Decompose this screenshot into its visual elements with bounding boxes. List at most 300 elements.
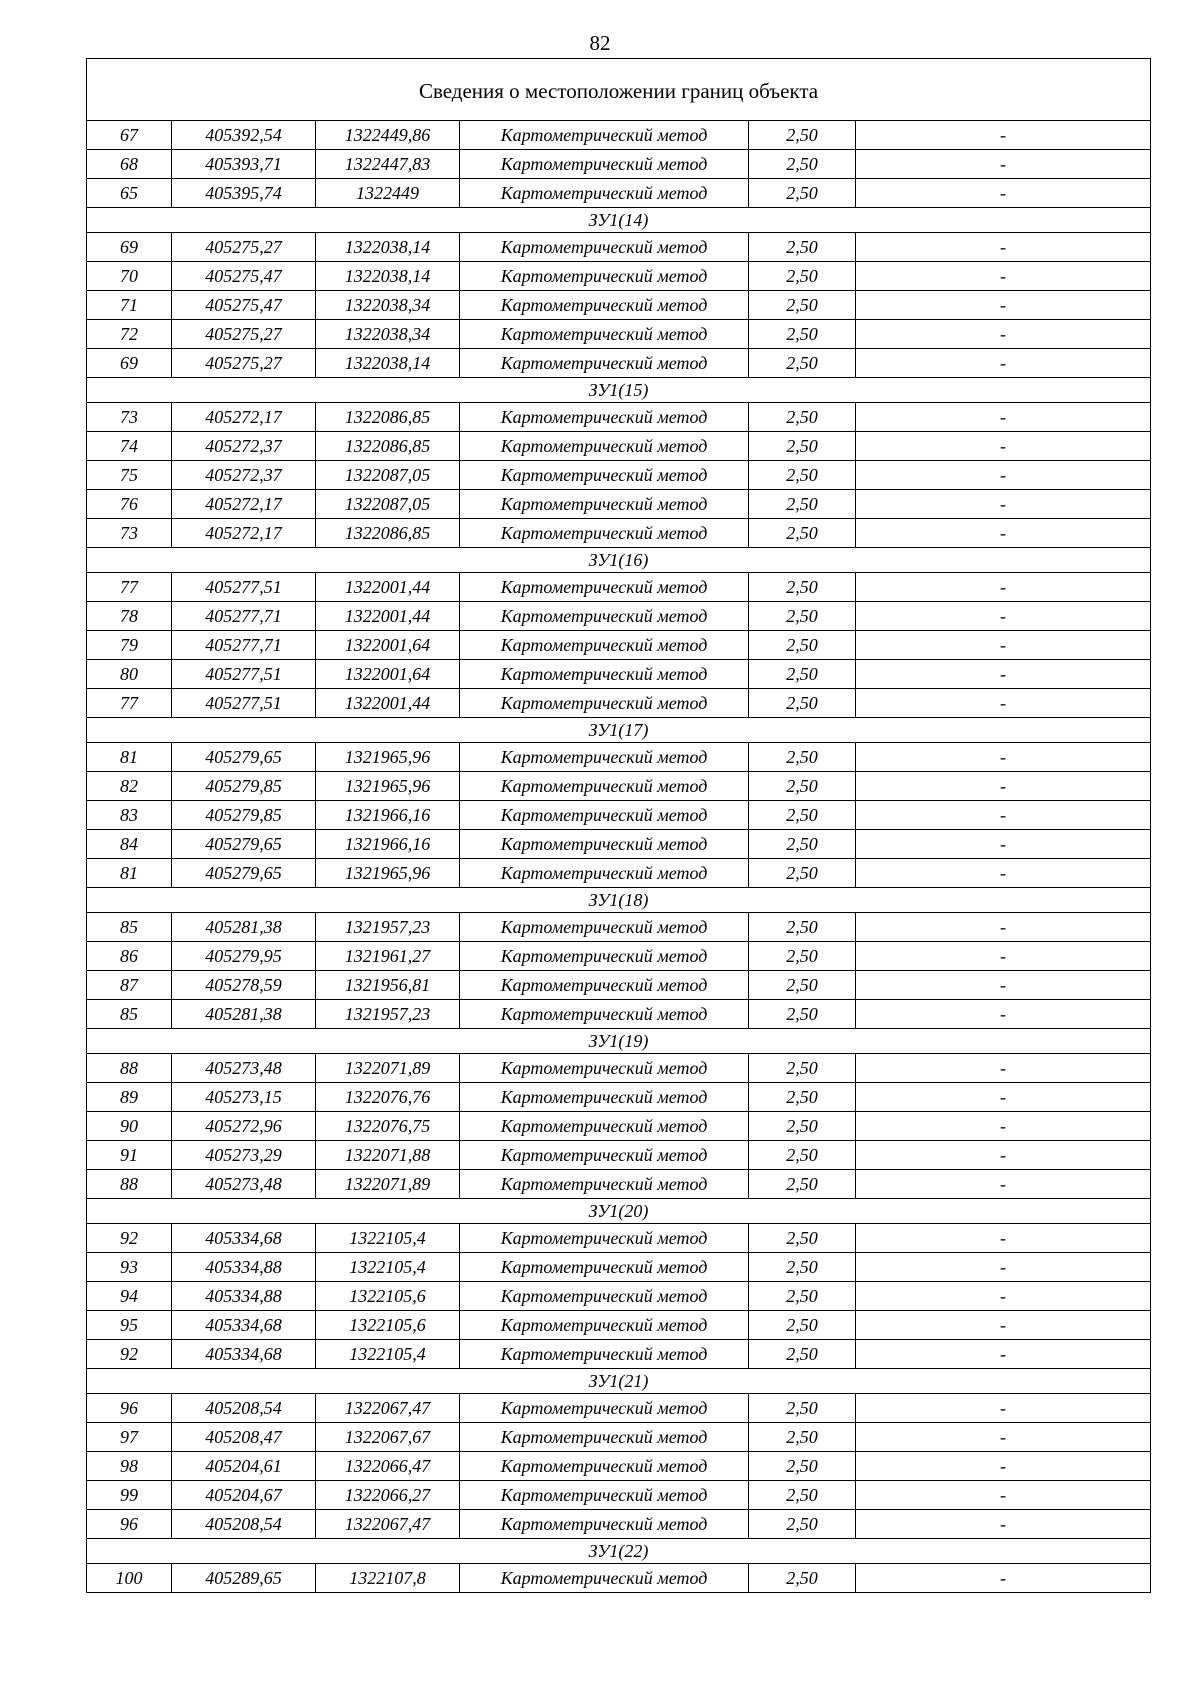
accuracy-cell: 2,50	[749, 490, 856, 519]
point-number-cell: 75	[87, 461, 172, 490]
table-row	[87, 859, 1151, 888]
description-cell: -	[856, 432, 1151, 461]
y-coordinate-cell: 1322076,76	[316, 1083, 460, 1112]
table-row	[87, 1224, 1151, 1253]
accuracy-cell: 2,50	[749, 830, 856, 859]
x-coordinate-cell: 405278,59	[172, 971, 316, 1000]
description-cell: -	[856, 1141, 1151, 1170]
x-coordinate-cell: 405334,68	[172, 1311, 316, 1340]
table-row	[87, 1282, 1151, 1311]
x-coordinate-cell: 405275,47	[172, 262, 316, 291]
x-coordinate-cell: 405275,27	[172, 233, 316, 262]
point-number-cell: 82	[87, 772, 172, 801]
table-row	[87, 490, 1151, 519]
point-number-cell: 81	[87, 859, 172, 888]
method-cell: Картометрический метод	[460, 150, 749, 179]
description-cell: -	[856, 1000, 1151, 1029]
method-cell: Картометрический метод	[460, 859, 749, 888]
point-number-cell: 92	[87, 1340, 172, 1369]
table-row	[87, 179, 1151, 208]
x-coordinate-cell: 405277,51	[172, 689, 316, 718]
description-cell: -	[856, 743, 1151, 772]
accuracy-cell: 2,50	[749, 121, 856, 150]
y-coordinate-cell: 1322105,4	[316, 1340, 460, 1369]
x-coordinate-cell: 405272,37	[172, 432, 316, 461]
x-coordinate-cell: 405393,71	[172, 150, 316, 179]
x-coordinate-cell: 405279,65	[172, 859, 316, 888]
table-row	[87, 689, 1151, 718]
method-cell: Картометрический метод	[460, 291, 749, 320]
table-row	[87, 801, 1151, 830]
x-coordinate-cell: 405281,38	[172, 1000, 316, 1029]
description-cell: -	[856, 461, 1151, 490]
accuracy-cell: 2,50	[749, 150, 856, 179]
accuracy-cell: 2,50	[749, 1340, 856, 1369]
point-number-cell: 97	[87, 1423, 172, 1452]
method-cell: Картометрический метод	[460, 913, 749, 942]
y-coordinate-cell: 1321957,23	[316, 1000, 460, 1029]
method-cell: Картометрический метод	[460, 1394, 749, 1423]
method-cell: Картометрический метод	[460, 490, 749, 519]
y-coordinate-cell: 1322105,6	[316, 1311, 460, 1340]
y-coordinate-cell: 1321956,81	[316, 971, 460, 1000]
accuracy-cell: 2,50	[749, 179, 856, 208]
point-number-cell: 79	[87, 631, 172, 660]
y-coordinate-cell: 1322038,14	[316, 233, 460, 262]
table-row	[87, 262, 1151, 291]
point-number-cell: 71	[87, 291, 172, 320]
x-coordinate-cell: 405279,65	[172, 830, 316, 859]
method-cell: Картометрический метод	[460, 971, 749, 1000]
accuracy-cell: 2,50	[749, 1394, 856, 1423]
x-coordinate-cell: 405204,67	[172, 1481, 316, 1510]
y-coordinate-cell: 1322105,6	[316, 1282, 460, 1311]
accuracy-cell: 2,50	[749, 1452, 856, 1481]
accuracy-cell: 2,50	[749, 660, 856, 689]
group-row	[87, 1199, 1151, 1224]
description-cell: -	[856, 1282, 1151, 1311]
description-cell: -	[856, 490, 1151, 519]
method-cell: Картометрический метод	[460, 320, 749, 349]
table-row	[87, 1340, 1151, 1369]
accuracy-cell: 2,50	[749, 859, 856, 888]
accuracy-cell: 2,50	[749, 573, 856, 602]
description-cell: -	[856, 660, 1151, 689]
point-number-cell: 87	[87, 971, 172, 1000]
accuracy-cell: 2,50	[749, 320, 856, 349]
description-cell: -	[856, 150, 1151, 179]
description-cell: -	[856, 689, 1151, 718]
point-number-cell: 100	[87, 1564, 172, 1593]
group-label: ЗУ1(16)	[87, 548, 1151, 573]
description-cell: -	[856, 1112, 1151, 1141]
method-cell: Картометрический метод	[460, 1311, 749, 1340]
y-coordinate-cell: 1321966,16	[316, 801, 460, 830]
table-row	[87, 942, 1151, 971]
x-coordinate-cell: 405334,68	[172, 1340, 316, 1369]
x-coordinate-cell: 405334,68	[172, 1224, 316, 1253]
description-cell: -	[856, 913, 1151, 942]
x-coordinate-cell: 405281,38	[172, 913, 316, 942]
y-coordinate-cell: 1322038,34	[316, 320, 460, 349]
table-header-row	[87, 59, 1151, 121]
table-row	[87, 772, 1151, 801]
description-cell: -	[856, 121, 1151, 150]
y-coordinate-cell: 1322087,05	[316, 461, 460, 490]
y-coordinate-cell: 1322076,75	[316, 1112, 460, 1141]
table-row	[87, 913, 1151, 942]
method-cell: Картометрический метод	[460, 519, 749, 548]
table-row	[87, 403, 1151, 432]
y-coordinate-cell: 1321965,96	[316, 859, 460, 888]
table-row	[87, 743, 1151, 772]
description-cell: -	[856, 830, 1151, 859]
method-cell: Картометрический метод	[460, 1481, 749, 1510]
description-cell: -	[856, 262, 1151, 291]
y-coordinate-cell: 1322071,88	[316, 1141, 460, 1170]
table-row	[87, 602, 1151, 631]
table-row	[87, 971, 1151, 1000]
table-body	[87, 59, 1151, 1593]
accuracy-cell: 2,50	[749, 801, 856, 830]
group-row	[87, 1369, 1151, 1394]
y-coordinate-cell: 1322449	[316, 179, 460, 208]
point-number-cell: 91	[87, 1141, 172, 1170]
x-coordinate-cell: 405272,96	[172, 1112, 316, 1141]
accuracy-cell: 2,50	[749, 1282, 856, 1311]
accuracy-cell: 2,50	[749, 233, 856, 262]
x-coordinate-cell: 405208,47	[172, 1423, 316, 1452]
table-row	[87, 1170, 1151, 1199]
y-coordinate-cell: 1322066,27	[316, 1481, 460, 1510]
accuracy-cell: 2,50	[749, 1481, 856, 1510]
description-cell: -	[856, 1253, 1151, 1282]
y-coordinate-cell: 1322001,64	[316, 631, 460, 660]
y-coordinate-cell: 1322038,14	[316, 349, 460, 378]
accuracy-cell: 2,50	[749, 772, 856, 801]
method-cell: Картометрический метод	[460, 772, 749, 801]
point-number-cell: 69	[87, 349, 172, 378]
x-coordinate-cell: 405273,29	[172, 1141, 316, 1170]
table-row	[87, 573, 1151, 602]
method-cell: Картометрический метод	[460, 1083, 749, 1112]
method-cell: Картометрический метод	[460, 830, 749, 859]
method-cell: Картометрический метод	[460, 573, 749, 602]
group-row	[87, 548, 1151, 573]
method-cell: Картометрический метод	[460, 1423, 749, 1452]
table-row	[87, 830, 1151, 859]
y-coordinate-cell: 1322086,85	[316, 432, 460, 461]
method-cell: Картометрический метод	[460, 432, 749, 461]
point-number-cell: 96	[87, 1510, 172, 1539]
description-cell: -	[856, 320, 1151, 349]
table-row	[87, 1141, 1151, 1170]
method-cell: Картометрический метод	[460, 1564, 749, 1593]
accuracy-cell: 2,50	[749, 349, 856, 378]
method-cell: Картометрический метод	[460, 1253, 749, 1282]
x-coordinate-cell: 405277,51	[172, 573, 316, 602]
boundary-coordinates-table	[86, 58, 1151, 1593]
accuracy-cell: 2,50	[749, 1170, 856, 1199]
description-cell: -	[856, 1510, 1151, 1539]
table-row	[87, 1564, 1151, 1593]
point-number-cell: 73	[87, 403, 172, 432]
accuracy-cell: 2,50	[749, 519, 856, 548]
group-label: ЗУ1(19)	[87, 1029, 1151, 1054]
table-row	[87, 1311, 1151, 1340]
table-row	[87, 660, 1151, 689]
method-cell: Картометрический метод	[460, 1170, 749, 1199]
accuracy-cell: 2,50	[749, 1224, 856, 1253]
accuracy-cell: 2,50	[749, 971, 856, 1000]
method-cell: Картометрический метод	[460, 743, 749, 772]
x-coordinate-cell: 405272,17	[172, 490, 316, 519]
group-label: ЗУ1(15)	[87, 378, 1151, 403]
method-cell: Картометрический метод	[460, 942, 749, 971]
point-number-cell: 84	[87, 830, 172, 859]
table-row	[87, 121, 1151, 150]
y-coordinate-cell: 1322067,67	[316, 1423, 460, 1452]
y-coordinate-cell: 1321966,16	[316, 830, 460, 859]
x-coordinate-cell: 405334,88	[172, 1282, 316, 1311]
accuracy-cell: 2,50	[749, 689, 856, 718]
table-row	[87, 1054, 1151, 1083]
x-coordinate-cell: 405277,51	[172, 660, 316, 689]
y-coordinate-cell: 1322038,34	[316, 291, 460, 320]
x-coordinate-cell: 405275,27	[172, 320, 316, 349]
accuracy-cell: 2,50	[749, 942, 856, 971]
x-coordinate-cell: 405395,74	[172, 179, 316, 208]
description-cell: -	[856, 1394, 1151, 1423]
description-cell: -	[856, 971, 1151, 1000]
y-coordinate-cell: 1321965,96	[316, 772, 460, 801]
description-cell: -	[856, 1423, 1151, 1452]
accuracy-cell: 2,50	[749, 1253, 856, 1282]
accuracy-cell: 2,50	[749, 1510, 856, 1539]
description-cell: -	[856, 403, 1151, 432]
description-cell: -	[856, 179, 1151, 208]
point-number-cell: 65	[87, 179, 172, 208]
x-coordinate-cell: 405208,54	[172, 1510, 316, 1539]
x-coordinate-cell: 405273,15	[172, 1083, 316, 1112]
method-cell: Картометрический метод	[460, 1224, 749, 1253]
point-number-cell: 83	[87, 801, 172, 830]
table-row	[87, 1000, 1151, 1029]
method-cell: Картометрический метод	[460, 233, 749, 262]
method-cell: Картометрический метод	[460, 1141, 749, 1170]
x-coordinate-cell: 405273,48	[172, 1054, 316, 1083]
x-coordinate-cell: 405277,71	[172, 631, 316, 660]
point-number-cell: 76	[87, 490, 172, 519]
description-cell: -	[856, 291, 1151, 320]
point-number-cell: 72	[87, 320, 172, 349]
table-row	[87, 1083, 1151, 1112]
x-coordinate-cell: 405272,17	[172, 519, 316, 548]
description-cell: -	[856, 772, 1151, 801]
table-row	[87, 291, 1151, 320]
y-coordinate-cell: 1322087,05	[316, 490, 460, 519]
method-cell: Картометрический метод	[460, 801, 749, 830]
table-row	[87, 1112, 1151, 1141]
y-coordinate-cell: 1322067,47	[316, 1510, 460, 1539]
point-number-cell: 92	[87, 1224, 172, 1253]
description-cell: -	[856, 233, 1151, 262]
y-coordinate-cell: 1322001,44	[316, 573, 460, 602]
table-row	[87, 519, 1151, 548]
table-row	[87, 1510, 1151, 1539]
method-cell: Картометрический метод	[460, 1000, 749, 1029]
table-row	[87, 1452, 1151, 1481]
method-cell: Картометрический метод	[460, 1452, 749, 1481]
description-cell: -	[856, 602, 1151, 631]
y-coordinate-cell: 1322038,14	[316, 262, 460, 291]
accuracy-cell: 2,50	[749, 1311, 856, 1340]
y-coordinate-cell: 1321957,23	[316, 913, 460, 942]
y-coordinate-cell: 1322067,47	[316, 1394, 460, 1423]
accuracy-cell: 2,50	[749, 1054, 856, 1083]
accuracy-cell: 2,50	[749, 291, 856, 320]
group-row	[87, 378, 1151, 403]
accuracy-cell: 2,50	[749, 403, 856, 432]
table-row	[87, 150, 1151, 179]
accuracy-cell: 2,50	[749, 262, 856, 291]
point-number-cell: 90	[87, 1112, 172, 1141]
method-cell: Картометрический метод	[460, 461, 749, 490]
x-coordinate-cell: 405275,47	[172, 291, 316, 320]
point-number-cell: 88	[87, 1170, 172, 1199]
point-number-cell: 99	[87, 1481, 172, 1510]
method-cell: Картометрический метод	[460, 262, 749, 291]
point-number-cell: 73	[87, 519, 172, 548]
point-number-cell: 95	[87, 1311, 172, 1340]
description-cell: -	[856, 519, 1151, 548]
y-coordinate-cell: 1321965,96	[316, 743, 460, 772]
description-cell: -	[856, 1170, 1151, 1199]
y-coordinate-cell: 1322001,44	[316, 602, 460, 631]
point-number-cell: 85	[87, 1000, 172, 1029]
group-label: ЗУ1(18)	[87, 888, 1151, 913]
x-coordinate-cell: 405289,65	[172, 1564, 316, 1593]
table-row	[87, 461, 1151, 490]
point-number-cell: 81	[87, 743, 172, 772]
table-row	[87, 1423, 1151, 1452]
x-coordinate-cell: 405275,27	[172, 349, 316, 378]
page-number: 82	[589, 31, 611, 55]
description-cell: -	[856, 1452, 1151, 1481]
x-coordinate-cell: 405279,65	[172, 743, 316, 772]
y-coordinate-cell: 1322447,83	[316, 150, 460, 179]
point-number-cell: 69	[87, 233, 172, 262]
y-coordinate-cell: 1322449,86	[316, 121, 460, 150]
method-cell: Картометрический метод	[460, 689, 749, 718]
accuracy-cell: 2,50	[749, 743, 856, 772]
description-cell: -	[856, 1083, 1151, 1112]
y-coordinate-cell: 1322001,64	[316, 660, 460, 689]
point-number-cell: 98	[87, 1452, 172, 1481]
table-row	[87, 349, 1151, 378]
x-coordinate-cell: 405204,61	[172, 1452, 316, 1481]
method-cell: Картометрический метод	[460, 1340, 749, 1369]
x-coordinate-cell: 405279,85	[172, 801, 316, 830]
group-row	[87, 718, 1151, 743]
accuracy-cell: 2,50	[749, 913, 856, 942]
x-coordinate-cell: 405272,37	[172, 461, 316, 490]
y-coordinate-cell: 1322066,47	[316, 1452, 460, 1481]
description-cell: -	[856, 1564, 1151, 1593]
group-label: ЗУ1(20)	[87, 1199, 1151, 1224]
accuracy-cell: 2,50	[749, 602, 856, 631]
y-coordinate-cell: 1321961,27	[316, 942, 460, 971]
description-cell: -	[856, 1054, 1151, 1083]
x-coordinate-cell: 405392,54	[172, 121, 316, 150]
group-label: ЗУ1(22)	[87, 1539, 1151, 1564]
y-coordinate-cell: 1322086,85	[316, 519, 460, 548]
table-title: Сведения о местоположении границ объекта	[87, 59, 1151, 121]
method-cell: Картометрический метод	[460, 1112, 749, 1141]
x-coordinate-cell: 405279,85	[172, 772, 316, 801]
method-cell: Картометрический метод	[460, 403, 749, 432]
y-coordinate-cell: 1322071,89	[316, 1054, 460, 1083]
accuracy-cell: 2,50	[749, 1564, 856, 1593]
point-number-cell: 77	[87, 573, 172, 602]
group-label: ЗУ1(14)	[87, 208, 1151, 233]
accuracy-cell: 2,50	[749, 432, 856, 461]
point-number-cell: 88	[87, 1054, 172, 1083]
x-coordinate-cell: 405272,17	[172, 403, 316, 432]
accuracy-cell: 2,50	[749, 1141, 856, 1170]
description-cell: -	[856, 573, 1151, 602]
accuracy-cell: 2,50	[749, 1423, 856, 1452]
point-number-cell: 86	[87, 942, 172, 971]
description-cell: -	[856, 801, 1151, 830]
x-coordinate-cell: 405208,54	[172, 1394, 316, 1423]
point-number-cell: 67	[87, 121, 172, 150]
description-cell: -	[856, 1481, 1151, 1510]
table-row	[87, 1253, 1151, 1282]
y-coordinate-cell: 1322107,8	[316, 1564, 460, 1593]
point-number-cell: 94	[87, 1282, 172, 1311]
method-cell: Картометрический метод	[460, 631, 749, 660]
point-number-cell: 93	[87, 1253, 172, 1282]
y-coordinate-cell: 1322105,4	[316, 1253, 460, 1282]
group-label: ЗУ1(17)	[87, 718, 1151, 743]
y-coordinate-cell: 1322105,4	[316, 1224, 460, 1253]
point-number-cell: 70	[87, 262, 172, 291]
point-number-cell: 89	[87, 1083, 172, 1112]
description-cell: -	[856, 1340, 1151, 1369]
description-cell: -	[856, 631, 1151, 660]
point-number-cell: 77	[87, 689, 172, 718]
x-coordinate-cell: 405279,95	[172, 942, 316, 971]
method-cell: Картометрический метод	[460, 1510, 749, 1539]
method-cell: Картометрический метод	[460, 121, 749, 150]
accuracy-cell: 2,50	[749, 461, 856, 490]
table-row	[87, 432, 1151, 461]
y-coordinate-cell: 1322071,89	[316, 1170, 460, 1199]
point-number-cell: 68	[87, 150, 172, 179]
group-row	[87, 208, 1151, 233]
accuracy-cell: 2,50	[749, 631, 856, 660]
description-cell: -	[856, 942, 1151, 971]
x-coordinate-cell: 405277,71	[172, 602, 316, 631]
table-row	[87, 1481, 1151, 1510]
x-coordinate-cell: 405273,48	[172, 1170, 316, 1199]
method-cell: Картометрический метод	[460, 179, 749, 208]
method-cell: Картометрический метод	[460, 1054, 749, 1083]
group-row	[87, 888, 1151, 913]
point-number-cell: 80	[87, 660, 172, 689]
description-cell: -	[856, 349, 1151, 378]
